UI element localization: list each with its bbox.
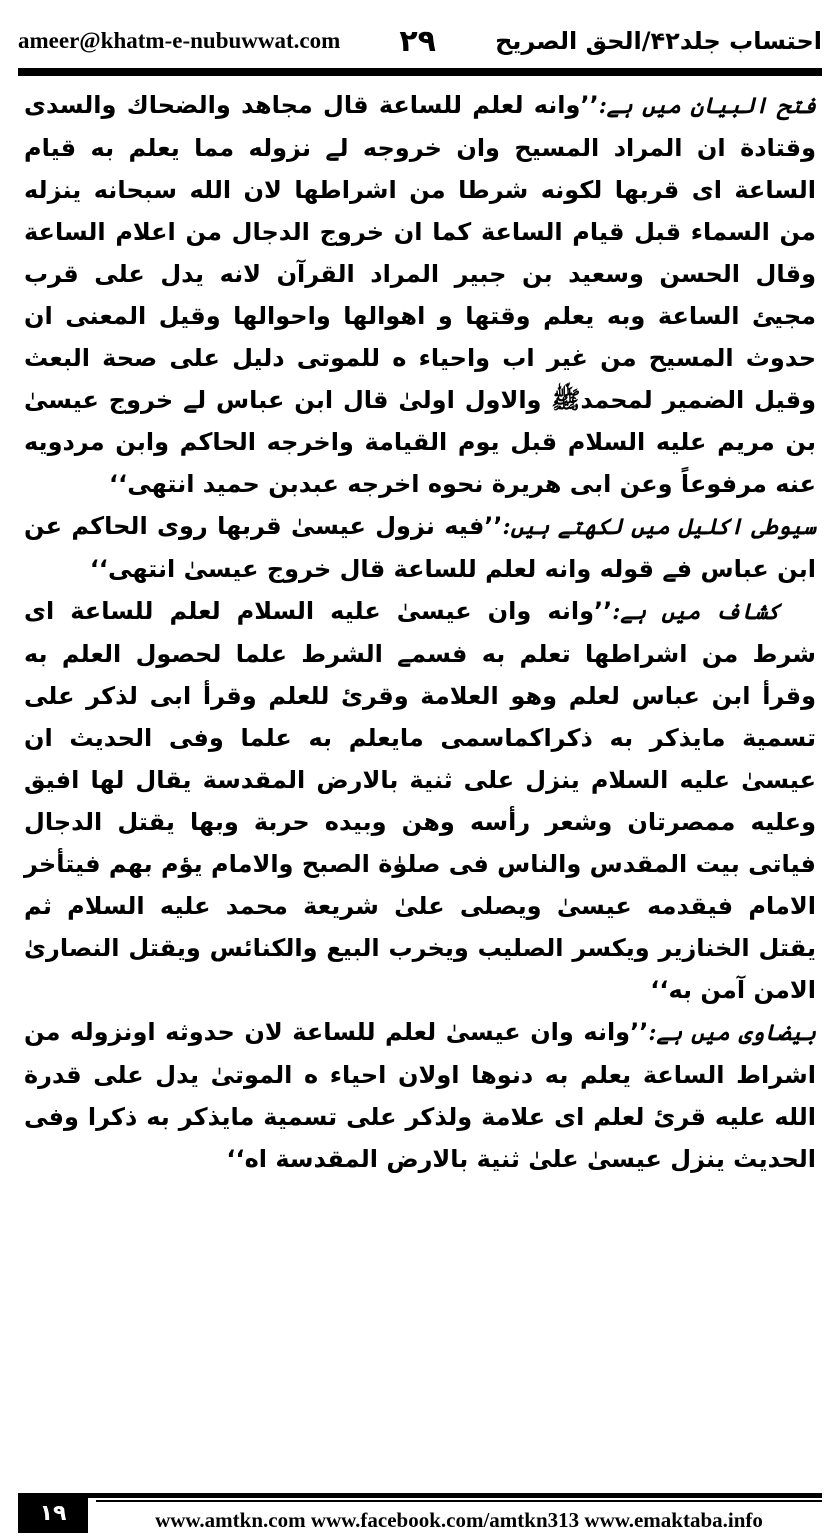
footer-links: www.amtkn.com www.facebook.com/amtkn313 www.emaktaba.info	[155, 1507, 763, 1532]
paragraph-text: ’’فيه نزول عيسیٰ قربها روی الحاكم عن ابن عباس فے قوله وانه لعلم للساعة قال خروج عيسیٰ انتهی‘‘	[24, 512, 816, 583]
paragraph-text: ’’وانه وان عيسیٰ عليه السلام لعلم للساعة ای شرط من اشراطها تعلم به فسمے الشرط علما لحصول العلم به وقرأ ابن عباس لعلم وهو العلامة وقرئ للعلم وقرأ ابی لذكر علی تسمية مايذكر به ذكراكماسمی مايعلم به علما وفی الحديث ان عيسیٰ عليه السلام ينزل علی ثنية بالارض المقدسة يقال لها افيق وعليه ممصرتان وشعر رأسه وهن وبيده حربة وبها يقتل الدجال فياتی بيت المقدس والناس فی صلوٰة الصبح والامام يؤم بهم فيتأخر الامام فيقدمه عيسیٰ ويصلی علیٰ شريعة محمد عليه السلام ثم يقتل الخنازير ويكسر الصليب ويخرب البيع والكنائس ويقتل النصاریٰ الامن آمن به‘‘	[24, 597, 816, 1004]
paragraph-text: ’’وانه وان عيسیٰ لعلم للساعة لان حدوثه اونزوله من اشراط الساعة يعلم به دنوها اولان احياء ه الموتیٰ يدل علی قدرة الله عليه قرئ لعلم ای علامة ولذكر علی تسمية مايذكر به ذكرا وفی الحديث ينزل عيسیٰ علیٰ ثنية بالارض المقدسة اه‘‘	[24, 1018, 816, 1173]
paragraph-fath-al-bayan	[24, 84, 816, 505]
paragraph-kashshaf	[24, 590, 816, 1011]
page-header	[18, 18, 822, 64]
source-label: فتح البیان میں ہے:	[598, 93, 816, 119]
header-email: ameer@khatm-e-nubuwwat.com	[18, 28, 341, 53]
page-body	[24, 84, 816, 1180]
footer-rule-thin	[96, 1500, 822, 1502]
header-page-number: ۲۹	[399, 23, 436, 59]
footer-page-number: ۱۹	[18, 1493, 88, 1533]
source-label: کشاف میں ہے:	[612, 599, 780, 625]
header-rule	[18, 68, 822, 76]
source-label: بیضاوی میں ہے:	[648, 1020, 816, 1046]
paragraph-baydawi	[24, 1011, 816, 1180]
footer-rule	[18, 1493, 822, 1498]
paragraph-suyuti	[24, 505, 816, 590]
header-title: احتساب جلد۴۲/الحق الصريح	[495, 27, 822, 55]
source-label: سیوطی اکلیل میں لکھتے ہیں:	[502, 514, 816, 540]
paragraph-text: ’’وانه لعلم للساعة قال مجاهد والضحاك والسدی وقتادة ان المراد المسيح وان خروجه لے نزوله مما يعلم به قيام الساعة ای قربها لكونه شرطا من اشراطها لان الله سبحانه ينزله من السماء قبل قيام الساعة كما ان خروج الدجال من اعلام الساعة وقال الحسن وسعيد بن جبير المراد القرآن لانه يدل علی قرب مجيئ الساعة وبه يعلم وقتها و اهوالها واحوالها وقيل المعنی ان حدوث المسيح من غير اب واحياء ه للموتی دليل علی صحة البعث وقيل الضمير لمحمدﷺ والاول اولیٰ قال ابن عباس لے خروج عيسیٰ بن مريم عليه السلام قبل يوم القيامة واخرجه الحاكم وابن مردويه عنه مرفوعاً وعن ابی هريرة نحوه اخرجه عبدبن حميد انتهی‘‘	[24, 91, 816, 498]
